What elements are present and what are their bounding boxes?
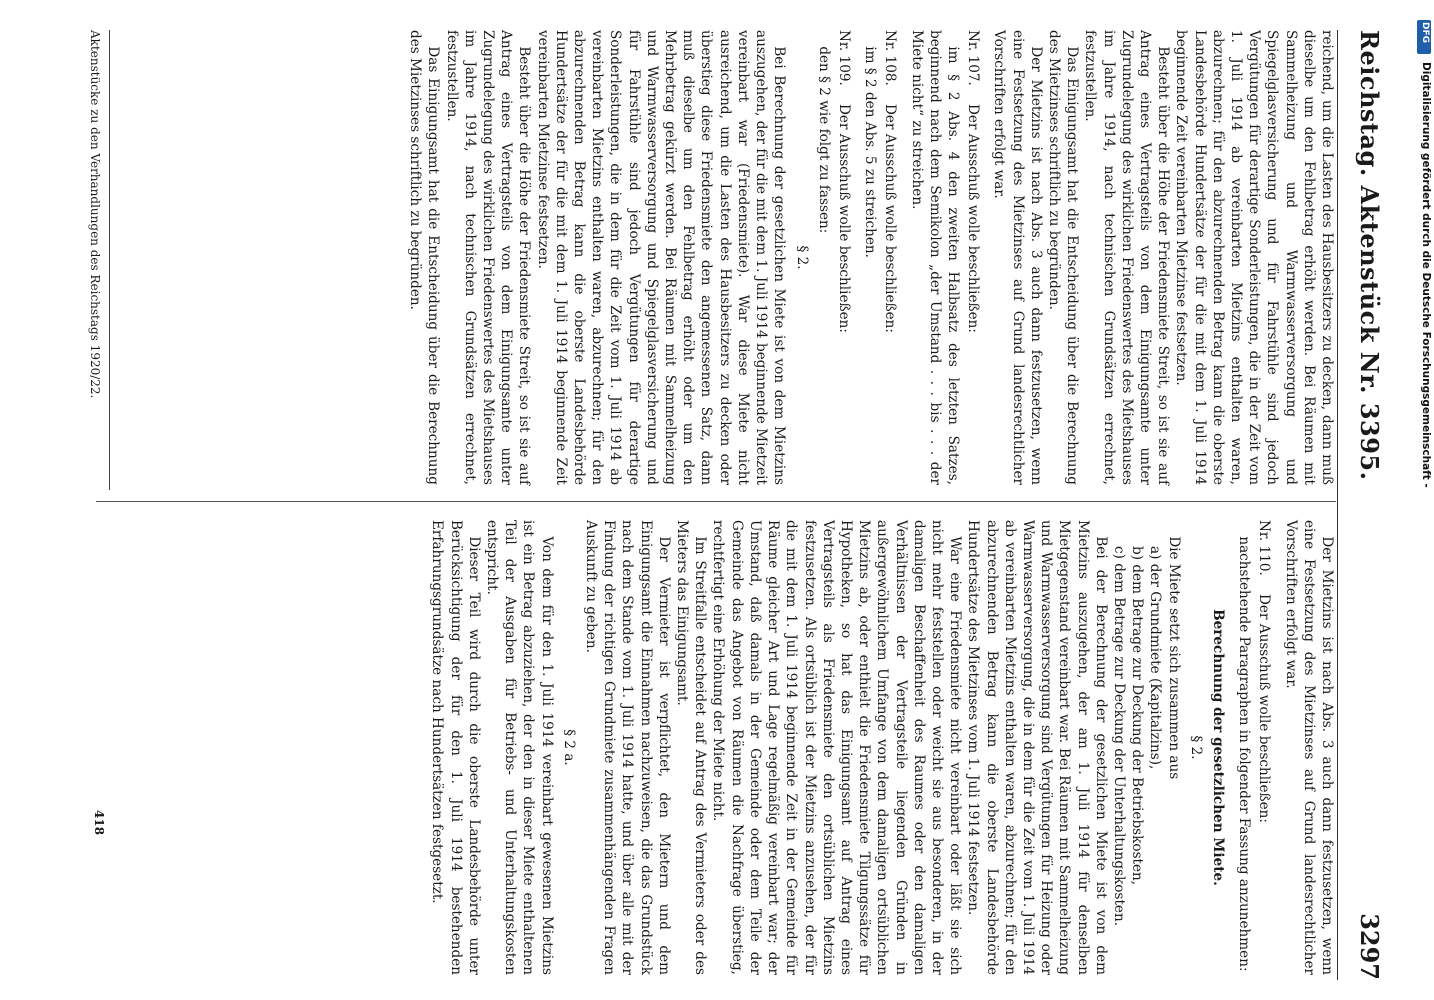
footer-source: Aktenstücke zu den Verhandlungen des Reichstags 1920/22. — [88, 30, 102, 399]
paragraph: Der Mietzins ist nach Abs. 3 auch dann festzusetzen, wenn eine Festsetzung des Mietzinses auf Grund landesrechtlicher Vorschriften erfolgt war. — [991, 30, 1044, 485]
right-column — [428, 520, 1336, 975]
amendment-intro: Der Ausschuß wolle beschließen: — [835, 104, 852, 333]
left-column — [406, 30, 1336, 485]
page-header — [1344, 30, 1384, 980]
amendment-body: den § 2 wie folgt zu fassen: — [815, 46, 832, 234]
amendment-number: Nr. 110. — [1256, 520, 1273, 576]
column-divider — [96, 501, 1336, 502]
credit-text: Digitalisierung gefördert durch die Deutsche Forschungsgemeinschaft - — [1420, 62, 1432, 488]
paragraph: Die Miete setzt sich zusammen aus — [1165, 536, 1182, 780]
footer-rule — [109, 30, 110, 490]
amendment-number: Nr. 109. — [835, 30, 852, 86]
digitization-credit — [1414, 12, 1434, 988]
amendment-110 — [1255, 520, 1273, 975]
amendment-number: Nr. 107. — [965, 30, 982, 86]
paragraph: Bei der Berechnung der gesetzlichen Miete ist von dem Mietzins auszugehen, der am 1. Juli 1914 für denselben Mietgegenstand vereinbart war. Bei Räumen mit Sammelheizung und Warmwasserversorgung sind Vergütungen für Heizung oder Warmwasserversorgung, die in dem für die Zeit vom 1. Juli 1914 ab vereinbarten Mietzins enthalten waren, abzurechnen; für den abzurechnenden Betrag kann die oberste Landesbehörde Hundertsätze des Mietzinses vom 1. Juli 1914 festsetzen. — [965, 520, 1109, 975]
amendment-body: im § 2 Abs. 4 den zweiten Halbsatz des letzten Satzes, beginnend nach dem Semikolon „der Umstand . . . bis . . . der Miete nicht“ zu streichen. — [908, 30, 961, 485]
paragraph: Der Mietzins ist nach Abs. 3 auch dann festzusetzen, wenn eine Festsetzung des Mietzinses auf Grund landesrechtlicher Vorschriften erfolgt war. — [1282, 520, 1335, 975]
amendment-intro: Der Ausschuß wolle beschließen: — [1256, 594, 1273, 823]
list-item: a) der Grundmiete (Kapitalzins), — [1147, 546, 1164, 770]
list-item: b) dem Betrage zur Deckung der Betriebskosten, — [1129, 546, 1146, 886]
paragraph: Dieser Teil wird durch die oberste Landesbehörde unter Berücksichtigung der für den 1. Juli 1914 bestehenden Erfahrungsgrundsätze nach Hundertsätzen festgesetzt. — [429, 520, 482, 975]
amendment-108 — [881, 30, 899, 485]
header-title: Reichstag. Aktenstück Nr. 3395. — [1355, 30, 1384, 481]
amendment-number: Nr. 108. — [882, 30, 899, 86]
dfg-logo-icon — [1417, 20, 1431, 54]
amendment-body: im § 2 den Abs. 5 zu streichen. — [862, 46, 879, 258]
paragraph: Das Einigungsamt hat die Entscheidung über die Berechnung des Mietzinses schriftlich zu begründen. — [1045, 30, 1081, 485]
document-page — [32, 30, 1392, 980]
header-rule — [1337, 30, 1338, 980]
signature-mark: 418 — [92, 810, 106, 836]
amendment-109 — [835, 30, 853, 485]
logo-text: DFG — [1420, 22, 1430, 44]
section-label: § 2 a. — [560, 729, 577, 766]
paragraph: Der Vermieter ist verpflichtet, den Mietern und dem Einigungsamt die Einnahmen nachzuweisen, die das Grundstück nach dem Stande vom 1. Juli 1914 hatte, und über alle mit der Findung der richtigen Grundmiete zusammenhängenden Fragen Auskunft zu geben. — [583, 520, 672, 975]
section-label: § 2. — [1187, 735, 1204, 760]
list-item: c) dem Betrage zur Deckung der Unterhaltungskosten. — [1110, 546, 1127, 927]
page-number: 3297 — [1355, 913, 1384, 980]
paragraph: Von dem für den 1. Juli 1914 vereinbart gewesenen Mietzins ist ein Betrag abzuziehen, der den in dieser Miete enthaltenen Teil der Ausgaben für Betriebs- und Unterhaltungskosten entspricht. — [484, 520, 555, 975]
paragraph: Im Streitfalle entscheidet auf Antrag des Vermieters oder des Mieters das Einigungsamt. — [674, 520, 709, 975]
paragraph: Das Einigungsamt hat die Entscheidung über die Berechnung des Mietzinses schriftlich zu begründen. — [407, 30, 442, 485]
amendment-intro: Der Ausschuß wolle beschließen: — [882, 104, 899, 333]
section-label: § 2. — [793, 245, 810, 270]
enumeration-list — [1110, 520, 1165, 975]
amendment-body: nachstehende Paragraphen in folgender Fassung anzunehmen: — [1236, 536, 1253, 972]
paragraph: reichend, um die Lasten des Hausbesitzers zu decken, dann muß dieselbe um den Fehlbetrag erhöht werden. Bei Räumen mit Sammelheizung und Warmwasserversorgung und Spiegelglasversicherung und für Fahrstühle sind jedoch Vergütungen für derartige Sonderleistungen, die in der Zeit vom 1. Juli 1914 ab vereinbarten Mietzins enthalten waren, abzurechnen; für den abzurechnenden Betrag kann die oberste Landesbehörde Hundertsätze der für die mit dem 1. Juli 1914 beginnende Zeit vereinbarten Mietzinse festsetzen. — [1173, 30, 1335, 485]
paragraph: Besteht über die Höhe der Friedensmiete Streit, so ist sie auf Antrag eines Vertragsteils von dem Einigungsamte unter Zugrundelegung des wirklichen Friedenswertes des Mietshauses im Jahre 1914, nach technischen Grundsätzen errechnet, festzustellen. — [1082, 30, 1172, 485]
paragraph: Bei Berechnung der gesetzlichen Miete ist von dem Mietzins auszugehen, der für die mit dem 1. Juli 1914 beginnende Mietzeit vereinbart war (Friedensmiete). War diese Miete nicht ausreichend, um die Lasten des Hausbesitzers zu decken oder überstieg diese Friedensmiete den angemessenen Satz, dann muß dieselbe um den Fehlbetrag erhöht oder um den Mehrbetrag gekürzt werden. Bei Räumen mit Sammelheizung und Warmwasserversorgung und Spiegelglasversicherung und für Fahrstühle sind jedoch Vergütungen für derartige Sonderleistungen, die in dem für die Zeit vom 1. Juli 1914 ab vereinbarten Mietzins enthalten waren, abzurechnen; für den abzurechnenden Betrag kann die oberste Landesbehörde Hundertsätze der für die mit dem 1. Juli 1914 beginnende Zeit vereinbarten Mietzinse festsetzen. — [534, 30, 788, 485]
paragraph: Besteht über die Höhe der Friedensmiete Streit, so ist sie auf Antrag eines Vertragsteils von dem Einigungsamte unter Zugrundelegung des wirklichen Friedenswertes des Mietshauses im Jahre 1914, nach technischen Grundsätzen errechnet, festzustellen. — [443, 30, 533, 485]
amendment-intro: Der Ausschuß wolle beschließen: — [965, 104, 982, 333]
paragraph: War eine Friedensmiete nicht vereinbart oder läßt sie sich nicht mehr feststellen oder weicht sie aus besonderen, in der damaligen Beschaffenheit des Raumes oder den damaligen Verhältnissen der Vertragsteile liegenden Gründen in außergewöhnlichem Umfange von dem damaligen ortsüblichen Mietzins ab, oder enthielt die Friedensmiete Tilgungssätze für Hypotheken, so hat das Einigungsamt auf Antrag eines Vertragsteils als Friedensmiete den ortsüblichen Mietzins festzusetzen. Als ortsüblich ist der Mietzins anzusehen, der für die mit dem 1. Juli 1914 beginnende Zeit in der Gemeinde für Räume gleicher Art und Lage regelmäßig vereinbart war; der Umstand, daß damals in der Gemeinde oder dem Teile der Gemeinde das Angebot von Räumen die Nachfrage überstieg, rechtfertigt eine Erhöhung der Miete nicht. — [710, 520, 964, 975]
amendment-107 — [964, 30, 982, 485]
section-heading: Berechnung der gesetzlichen Miete. — [1209, 609, 1226, 886]
